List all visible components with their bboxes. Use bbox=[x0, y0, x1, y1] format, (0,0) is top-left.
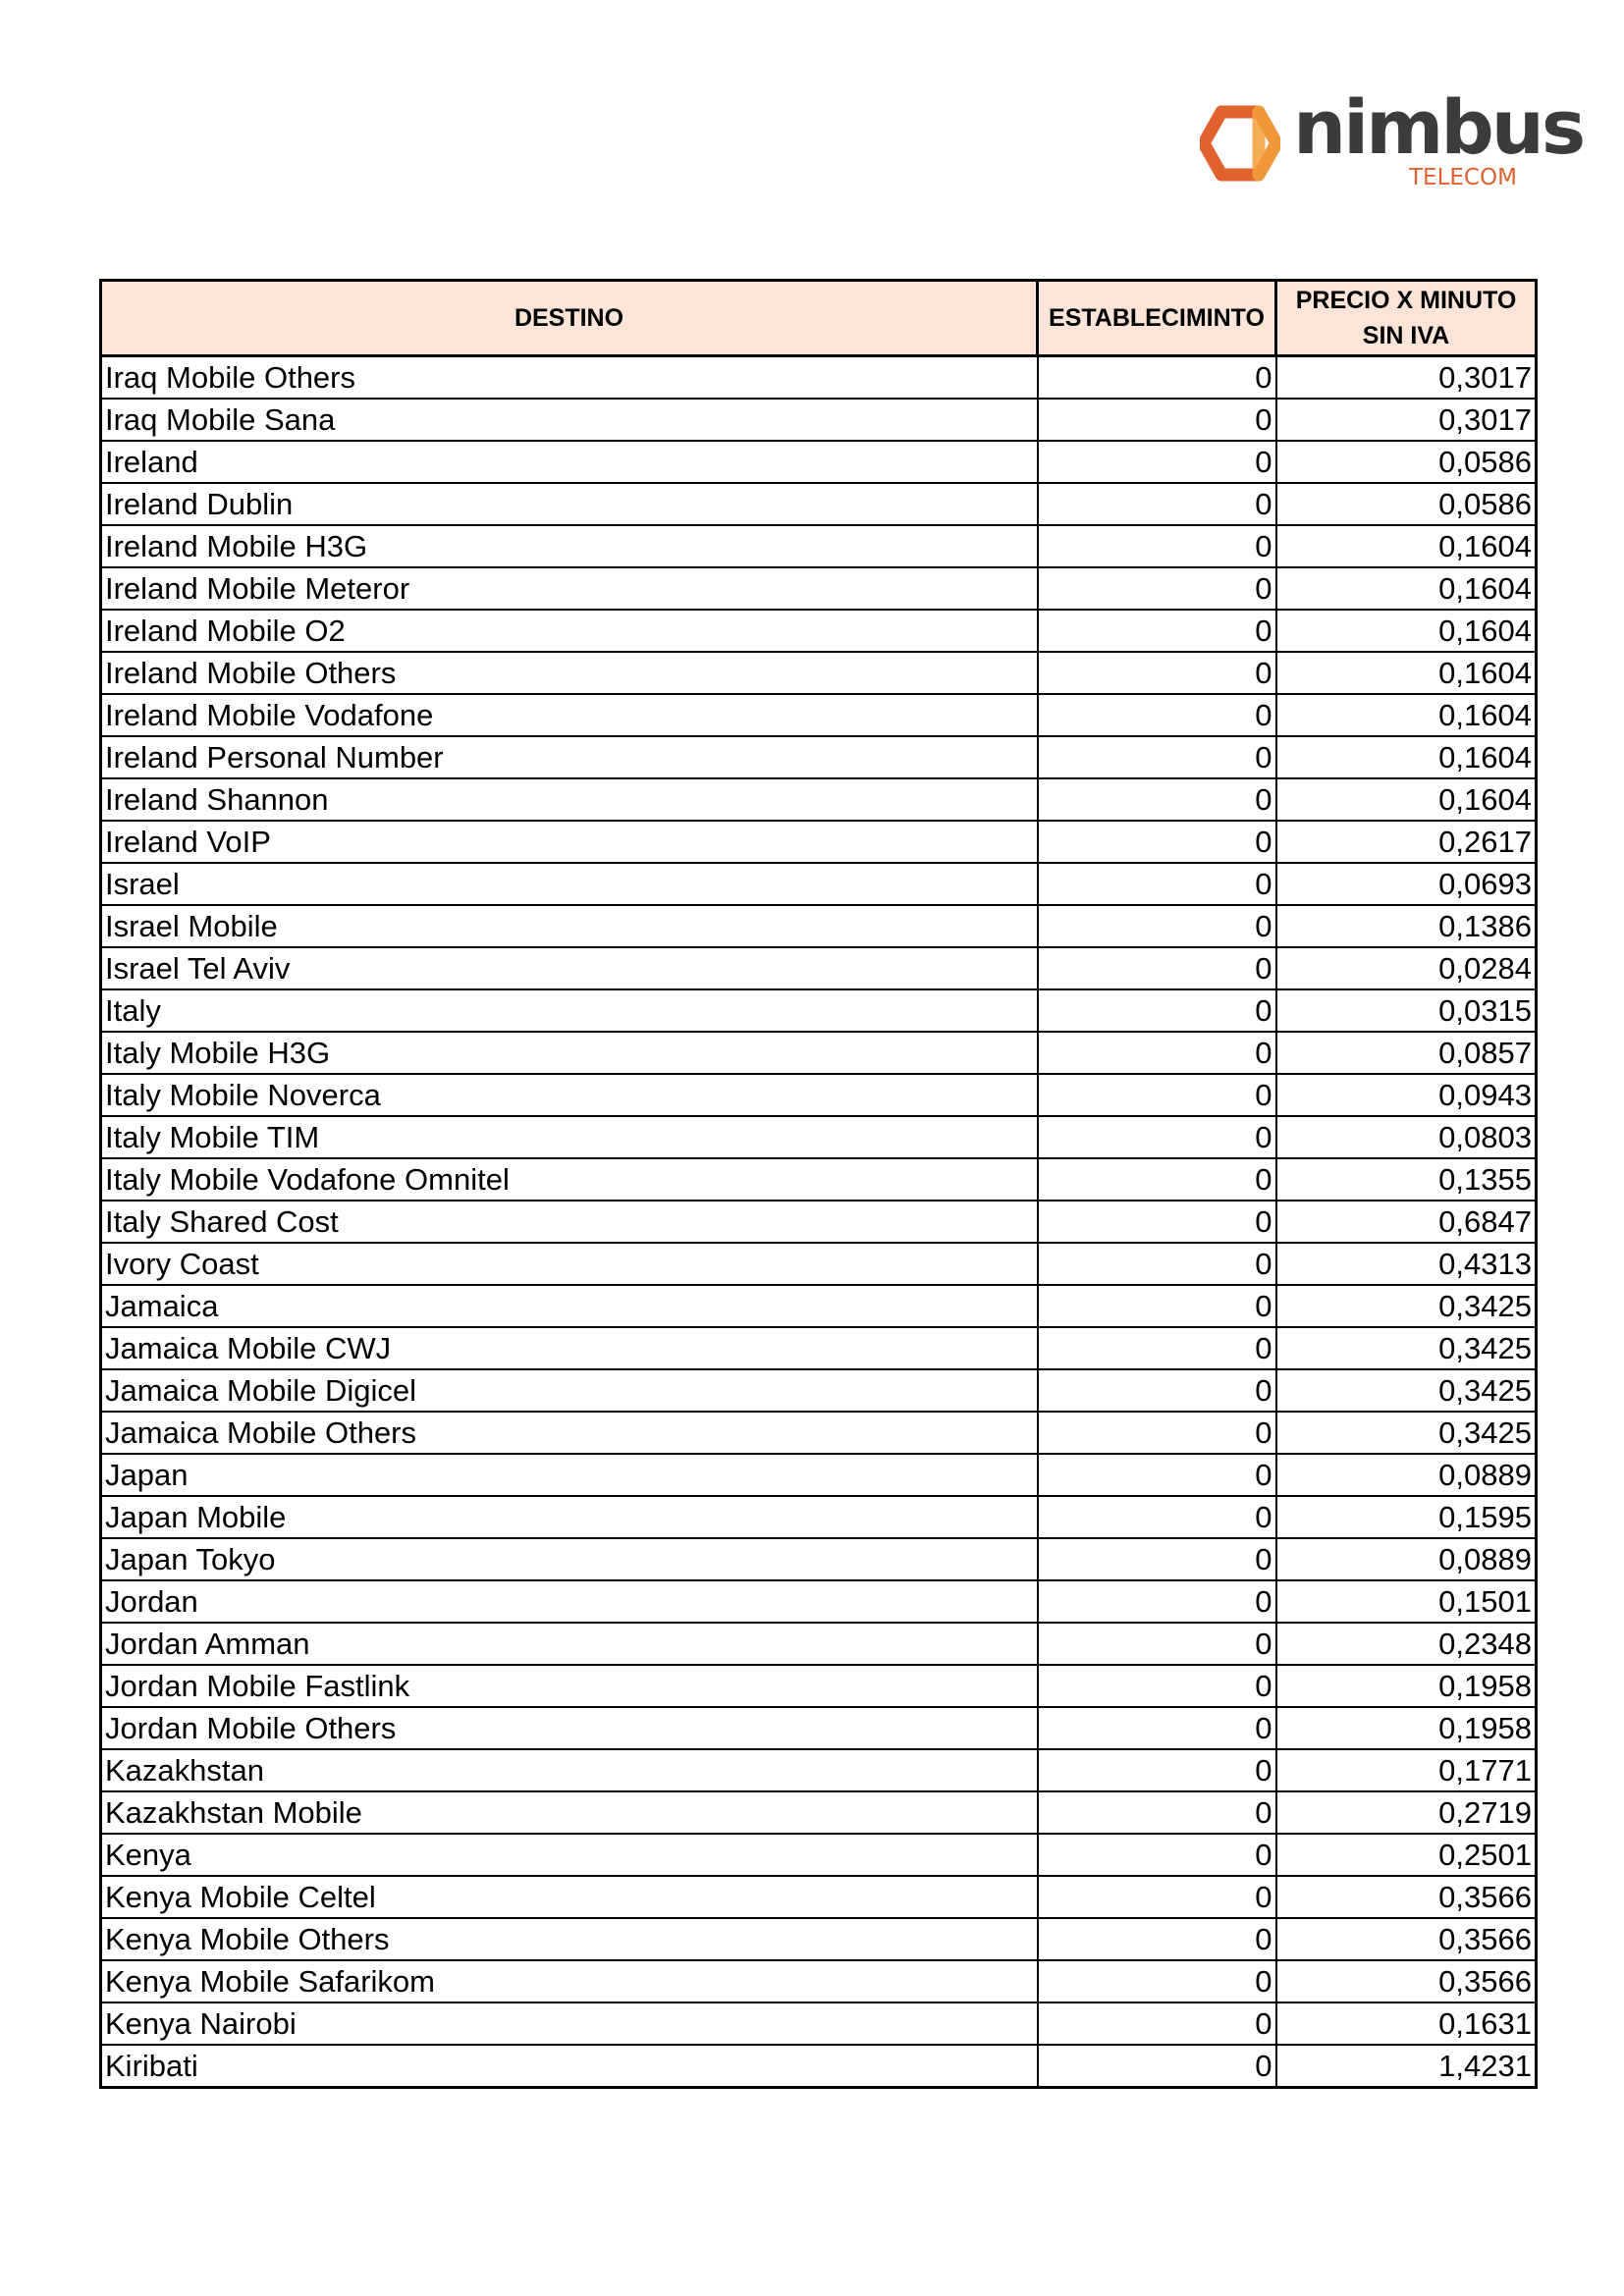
destino-cell: Israel Tel Aviv bbox=[101, 947, 1038, 989]
precio-cell: 0,3566 bbox=[1276, 1960, 1537, 2002]
establecimiento-cell: 0 bbox=[1038, 1454, 1276, 1496]
establecimiento-cell: 0 bbox=[1038, 2002, 1276, 2045]
table-row bbox=[101, 1243, 1537, 1285]
table-row bbox=[101, 821, 1537, 863]
table-row bbox=[101, 2045, 1537, 2088]
table-row bbox=[101, 863, 1537, 905]
table-row bbox=[101, 1665, 1537, 1707]
table-row bbox=[101, 736, 1537, 778]
establecimiento-cell: 0 bbox=[1038, 2045, 1276, 2088]
establecimiento-cell: 0 bbox=[1038, 1960, 1276, 2002]
precio-cell: 0,2348 bbox=[1276, 1623, 1537, 1665]
precio-cell: 0,0586 bbox=[1276, 483, 1537, 525]
precio-cell: 0,3425 bbox=[1276, 1285, 1537, 1327]
precio-cell: 0,2719 bbox=[1276, 1791, 1537, 1834]
establecimiento-cell: 0 bbox=[1038, 863, 1276, 905]
precio-cell: 0,0315 bbox=[1276, 989, 1537, 1032]
destino-cell: Kenya Mobile Celtel bbox=[101, 1876, 1038, 1918]
destino-cell: Ireland Mobile Others bbox=[101, 652, 1038, 694]
table-row bbox=[101, 1201, 1537, 1243]
destino-cell: Kazakhstan bbox=[101, 1749, 1038, 1791]
establecimiento-cell: 0 bbox=[1038, 525, 1276, 567]
precio-cell: 0,1604 bbox=[1276, 778, 1537, 821]
destino-cell: Kenya bbox=[101, 1834, 1038, 1876]
header-precio-line1: PRECIO X MINUTO bbox=[1295, 287, 1517, 314]
table-row bbox=[101, 1749, 1537, 1791]
precio-cell: 0,1595 bbox=[1276, 1496, 1537, 1538]
precio-cell: 0,0889 bbox=[1276, 1538, 1537, 1580]
establecimiento-cell: 0 bbox=[1038, 1496, 1276, 1538]
precio-cell: 0,1604 bbox=[1276, 694, 1537, 736]
table-row bbox=[101, 1496, 1537, 1538]
establecimiento-cell: 0 bbox=[1038, 1749, 1276, 1791]
establecimiento-cell: 0 bbox=[1038, 736, 1276, 778]
establecimiento-cell: 0 bbox=[1038, 399, 1276, 441]
destino-cell: Jamaica Mobile CWJ bbox=[101, 1327, 1038, 1369]
establecimiento-cell: 0 bbox=[1038, 821, 1276, 863]
destino-cell: Jamaica Mobile Others bbox=[101, 1412, 1038, 1454]
destino-cell: Iraq Mobile Sana bbox=[101, 399, 1038, 441]
table-row bbox=[101, 1918, 1537, 1960]
destino-cell: Italy Mobile Noverca bbox=[101, 1074, 1038, 1116]
destino-cell: Ireland Mobile Vodafone bbox=[101, 694, 1038, 736]
destino-cell: Italy Shared Cost bbox=[101, 1201, 1038, 1243]
establecimiento-cell: 0 bbox=[1038, 1116, 1276, 1158]
header-precio-line2: SIN IVA bbox=[1362, 322, 1450, 349]
table-row bbox=[101, 778, 1537, 821]
table-row bbox=[101, 1032, 1537, 1074]
table-row bbox=[101, 1074, 1537, 1116]
precio-cell: 0,1958 bbox=[1276, 1707, 1537, 1749]
destino-cell: Ireland Mobile H3G bbox=[101, 525, 1038, 567]
table-row bbox=[101, 1116, 1537, 1158]
precio-cell: 0,0803 bbox=[1276, 1116, 1537, 1158]
precio-cell: 0,0889 bbox=[1276, 1454, 1537, 1496]
table-row bbox=[101, 399, 1537, 441]
precio-cell: 0,3017 bbox=[1276, 399, 1537, 441]
precio-cell: 0,3425 bbox=[1276, 1369, 1537, 1412]
precio-cell: 0,6847 bbox=[1276, 1201, 1537, 1243]
precio-cell: 0,3566 bbox=[1276, 1876, 1537, 1918]
table-row bbox=[101, 1791, 1537, 1834]
destino-cell: Ireland Mobile Meteror bbox=[101, 567, 1038, 610]
rates-table bbox=[99, 279, 1538, 2089]
precio-cell: 0,1355 bbox=[1276, 1158, 1537, 1201]
precio-cell: 0,1604 bbox=[1276, 736, 1537, 778]
precio-cell: 0,1501 bbox=[1276, 1580, 1537, 1623]
destino-cell: Kenya Nairobi bbox=[101, 2002, 1038, 2045]
table-row bbox=[101, 1538, 1537, 1580]
header-establecimiento: ESTABLECIMINTO bbox=[1038, 281, 1276, 356]
destino-cell: Ireland Shannon bbox=[101, 778, 1038, 821]
logo-sub-text: TELECOM bbox=[1409, 165, 1517, 190]
table-row bbox=[101, 694, 1537, 736]
logo-brand-text: nimbus bbox=[1293, 83, 1584, 171]
nimbus-telecom-logo bbox=[1200, 83, 1584, 201]
precio-cell: 0,1604 bbox=[1276, 525, 1537, 567]
destino-cell: Kiribati bbox=[101, 2045, 1038, 2088]
destino-cell: Jordan bbox=[101, 1580, 1038, 1623]
precio-cell: 0,1604 bbox=[1276, 567, 1537, 610]
establecimiento-cell: 0 bbox=[1038, 1243, 1276, 1285]
table-row bbox=[101, 989, 1537, 1032]
establecimiento-cell: 0 bbox=[1038, 610, 1276, 652]
establecimiento-cell: 0 bbox=[1038, 1285, 1276, 1327]
destino-cell: Italy Mobile Vodafone Omnitel bbox=[101, 1158, 1038, 1201]
precio-cell: 0,2617 bbox=[1276, 821, 1537, 863]
table-row bbox=[101, 441, 1537, 483]
establecimiento-cell: 0 bbox=[1038, 1876, 1276, 1918]
table-row bbox=[101, 483, 1537, 525]
establecimiento-cell: 0 bbox=[1038, 1623, 1276, 1665]
establecimiento-cell: 0 bbox=[1038, 1580, 1276, 1623]
precio-cell: 0,1631 bbox=[1276, 2002, 1537, 2045]
table-row bbox=[101, 947, 1537, 989]
destino-cell: Jordan Amman bbox=[101, 1623, 1038, 1665]
establecimiento-cell: 0 bbox=[1038, 1074, 1276, 1116]
table-row bbox=[101, 567, 1537, 610]
destino-cell: Ivory Coast bbox=[101, 1243, 1038, 1285]
establecimiento-cell: 0 bbox=[1038, 1707, 1276, 1749]
establecimiento-cell: 0 bbox=[1038, 905, 1276, 947]
destino-cell: Italy Mobile H3G bbox=[101, 1032, 1038, 1074]
precio-cell: 0,1604 bbox=[1276, 610, 1537, 652]
establecimiento-cell: 0 bbox=[1038, 1538, 1276, 1580]
table-row bbox=[101, 652, 1537, 694]
precio-cell: 0,1604 bbox=[1276, 652, 1537, 694]
destino-cell: Japan Mobile bbox=[101, 1496, 1038, 1538]
precio-cell: 0,1771 bbox=[1276, 1749, 1537, 1791]
establecimiento-cell: 0 bbox=[1038, 441, 1276, 483]
destino-cell: Ireland Personal Number bbox=[101, 736, 1038, 778]
table-row bbox=[101, 1158, 1537, 1201]
table-row bbox=[101, 1707, 1537, 1749]
destino-cell: Italy Mobile TIM bbox=[101, 1116, 1038, 1158]
table-row bbox=[101, 356, 1537, 400]
destino-cell: Kenya Mobile Others bbox=[101, 1918, 1038, 1960]
establecimiento-cell: 0 bbox=[1038, 483, 1276, 525]
table-row bbox=[101, 1412, 1537, 1454]
establecimiento-cell: 0 bbox=[1038, 1834, 1276, 1876]
table-header-row bbox=[101, 281, 1537, 356]
destino-cell: Jordan Mobile Fastlink bbox=[101, 1665, 1038, 1707]
establecimiento-cell: 0 bbox=[1038, 1158, 1276, 1201]
table-row bbox=[101, 1285, 1537, 1327]
table-row bbox=[101, 905, 1537, 947]
precio-cell: 0,3017 bbox=[1276, 356, 1537, 400]
establecimiento-cell: 0 bbox=[1038, 1412, 1276, 1454]
establecimiento-cell: 0 bbox=[1038, 567, 1276, 610]
precio-cell: 0,4313 bbox=[1276, 1243, 1537, 1285]
precio-cell: 0,1958 bbox=[1276, 1665, 1537, 1707]
establecimiento-cell: 0 bbox=[1038, 1327, 1276, 1369]
establecimiento-cell: 0 bbox=[1038, 652, 1276, 694]
destino-cell: Japan bbox=[101, 1454, 1038, 1496]
destino-cell: Ireland Mobile O2 bbox=[101, 610, 1038, 652]
establecimiento-cell: 0 bbox=[1038, 1201, 1276, 1243]
destino-cell: Jordan Mobile Others bbox=[101, 1707, 1038, 1749]
destino-cell: Ireland Dublin bbox=[101, 483, 1038, 525]
precio-cell: 0,3566 bbox=[1276, 1918, 1537, 1960]
table-row bbox=[101, 1960, 1537, 2002]
precio-cell: 0,0943 bbox=[1276, 1074, 1537, 1116]
precio-cell: 0,2501 bbox=[1276, 1834, 1537, 1876]
table-row bbox=[101, 1834, 1537, 1876]
hexagon-logo-icon bbox=[1200, 104, 1280, 183]
destino-cell: Ireland VoIP bbox=[101, 821, 1038, 863]
destino-cell: Jamaica Mobile Digicel bbox=[101, 1369, 1038, 1412]
table-row bbox=[101, 2002, 1537, 2045]
destino-cell: Ireland bbox=[101, 441, 1038, 483]
destino-cell: Japan Tokyo bbox=[101, 1538, 1038, 1580]
precio-cell: 0,0857 bbox=[1276, 1032, 1537, 1074]
establecimiento-cell: 0 bbox=[1038, 1918, 1276, 1960]
precio-cell: 0,3425 bbox=[1276, 1327, 1537, 1369]
destino-cell: Israel bbox=[101, 863, 1038, 905]
establecimiento-cell: 0 bbox=[1038, 1032, 1276, 1074]
establecimiento-cell: 0 bbox=[1038, 356, 1276, 400]
precio-cell: 1,4231 bbox=[1276, 2045, 1537, 2088]
table-row bbox=[101, 1580, 1537, 1623]
establecimiento-cell: 0 bbox=[1038, 1665, 1276, 1707]
establecimiento-cell: 0 bbox=[1038, 694, 1276, 736]
destino-cell: Israel Mobile bbox=[101, 905, 1038, 947]
establecimiento-cell: 0 bbox=[1038, 1791, 1276, 1834]
precio-cell: 0,0693 bbox=[1276, 863, 1537, 905]
table-row bbox=[101, 1876, 1537, 1918]
destino-cell: Jamaica bbox=[101, 1285, 1038, 1327]
destino-cell: Kenya Mobile Safarikom bbox=[101, 1960, 1038, 2002]
precio-cell: 0,1386 bbox=[1276, 905, 1537, 947]
table-row bbox=[101, 1454, 1537, 1496]
establecimiento-cell: 0 bbox=[1038, 989, 1276, 1032]
establecimiento-cell: 0 bbox=[1038, 1369, 1276, 1412]
table-row bbox=[101, 1623, 1537, 1665]
header-precio bbox=[1276, 281, 1537, 356]
table-row bbox=[101, 610, 1537, 652]
precio-cell: 0,0586 bbox=[1276, 441, 1537, 483]
table-row bbox=[101, 525, 1537, 567]
establecimiento-cell: 0 bbox=[1038, 947, 1276, 989]
precio-cell: 0,3425 bbox=[1276, 1412, 1537, 1454]
establecimiento-cell: 0 bbox=[1038, 778, 1276, 821]
header-destino: DESTINO bbox=[101, 281, 1038, 356]
table-row bbox=[101, 1369, 1537, 1412]
precio-cell: 0,0284 bbox=[1276, 947, 1537, 989]
destino-cell: Kazakhstan Mobile bbox=[101, 1791, 1038, 1834]
destino-cell: Italy bbox=[101, 989, 1038, 1032]
table-row bbox=[101, 1327, 1537, 1369]
destino-cell: Iraq Mobile Others bbox=[101, 356, 1038, 400]
